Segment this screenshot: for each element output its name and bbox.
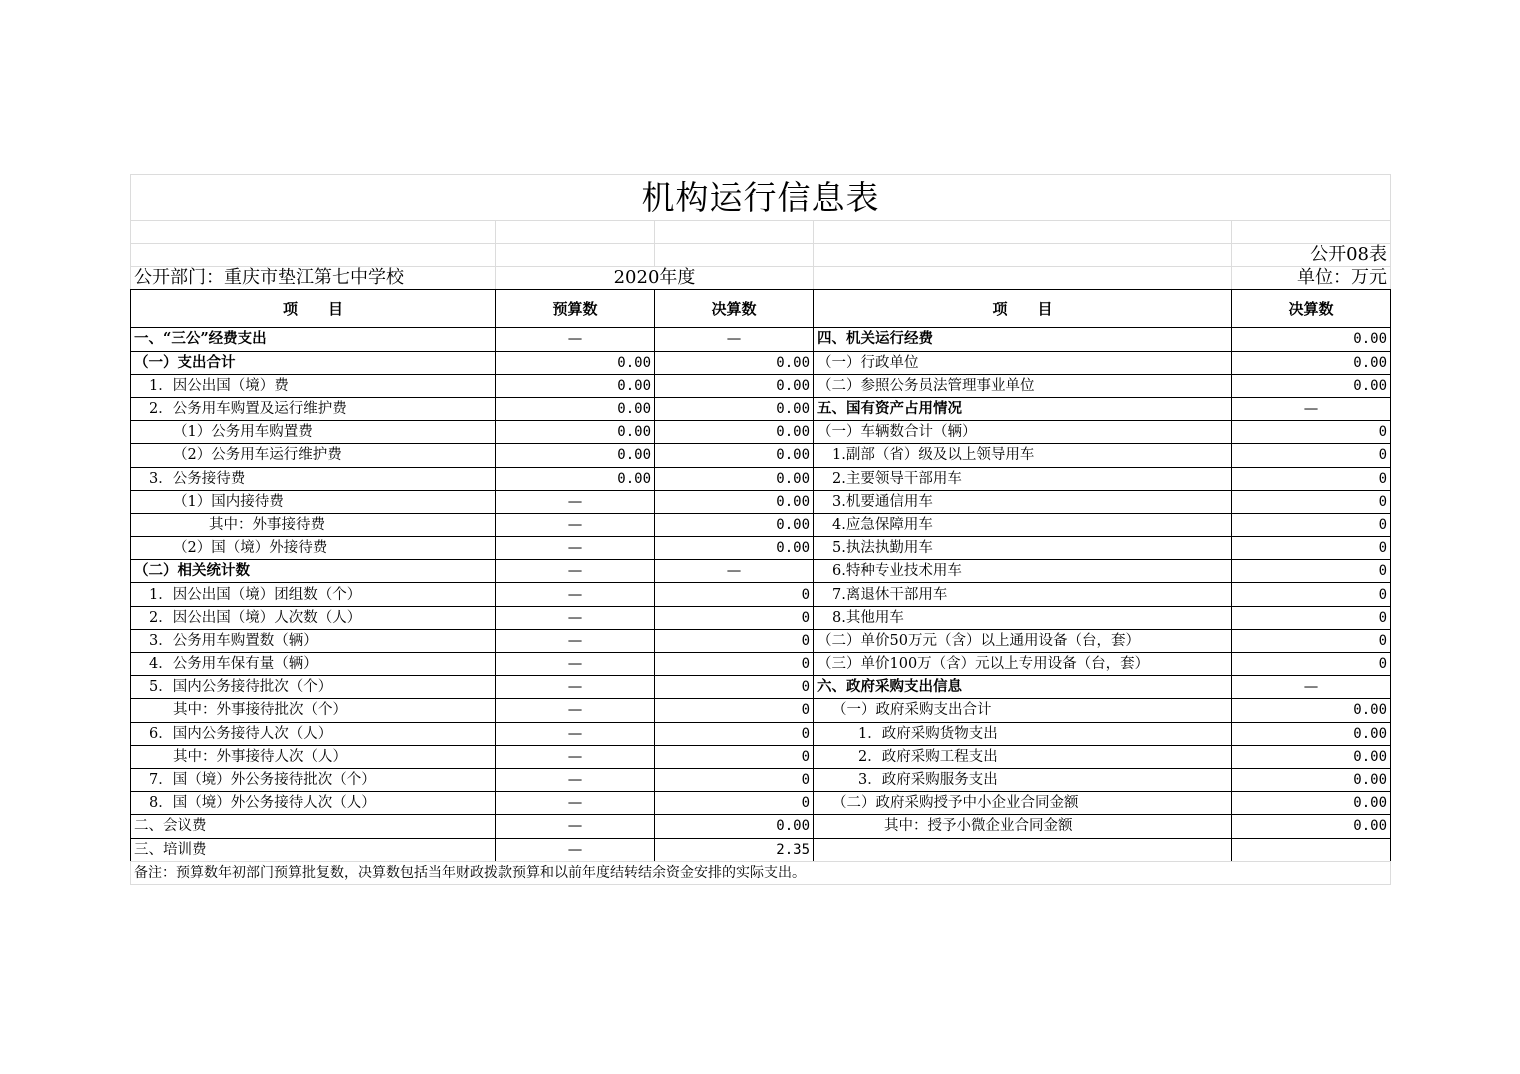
- final-value-right: 0.00: [1232, 745, 1391, 768]
- budget-value: —: [496, 699, 655, 722]
- left-item-label: 2．公务用车购置及运行维护费: [131, 397, 496, 420]
- right-item-label: 其中：授予小微企业合同金额: [814, 815, 1232, 838]
- budget-value: —: [496, 653, 655, 676]
- table-row: [131, 513, 1391, 536]
- budget-value: —: [496, 606, 655, 629]
- final-value-left: 0: [655, 745, 814, 768]
- right-item-label: （二）政府采购授予中小企业合同金额: [814, 792, 1232, 815]
- table-row: [131, 351, 1391, 374]
- right-item-label: 3．政府采购服务支出: [814, 768, 1232, 791]
- right-item-label: 1．政府采购货物支出: [814, 722, 1232, 745]
- final-value-left: 0: [655, 583, 814, 606]
- final-value-left: 0: [655, 768, 814, 791]
- final-value-right: [1232, 838, 1391, 861]
- fiscal-year: 2020年度: [496, 267, 814, 290]
- final-value-left: 0.00: [655, 467, 814, 490]
- budget-value: —: [496, 629, 655, 652]
- table-row: [131, 467, 1391, 490]
- table-row: [131, 838, 1391, 861]
- budget-value: —: [496, 560, 655, 583]
- right-item-label: 五、国有资产占用情况: [814, 397, 1232, 420]
- budget-value: —: [496, 676, 655, 699]
- unit-label: 单位：万元: [1232, 267, 1391, 290]
- table-row: [131, 421, 1391, 444]
- note-table: [130, 861, 1391, 885]
- budget-value: —: [496, 815, 655, 838]
- final-value-right: 0: [1232, 606, 1391, 629]
- budget-value: —: [496, 768, 655, 791]
- budget-value: 0.00: [496, 467, 655, 490]
- right-item-label: （一）车辆数合计（辆）: [814, 421, 1232, 444]
- left-item-label: 其中：外事接待人次（人）: [131, 745, 496, 768]
- left-item-label: （二）相关统计数: [131, 560, 496, 583]
- table-row: [131, 676, 1391, 699]
- final-value-right: 0.00: [1232, 768, 1391, 791]
- right-item-label: （三）单价100万（含）元以上专用设备（台，套）: [814, 653, 1232, 676]
- right-item-label: 2．政府采购工程支出: [814, 745, 1232, 768]
- table-row: [131, 815, 1391, 838]
- budget-value: 0.00: [496, 444, 655, 467]
- table-row: [131, 699, 1391, 722]
- table-row: [131, 792, 1391, 815]
- budget-value: —: [496, 838, 655, 861]
- left-item-label: 一、“三公”经费支出: [131, 328, 496, 351]
- right-item-label: 8.其他用车: [814, 606, 1232, 629]
- final-value-left: 0.00: [655, 490, 814, 513]
- table-row: [131, 490, 1391, 513]
- final-value-left: 0.00: [655, 351, 814, 374]
- note-text: 备注：预算数年初部门预算批复数，决算数包括当年财政拨款预算和以前年度结转结余资金安排的实际支出。: [131, 861, 1391, 884]
- final-value-right: —: [1232, 676, 1391, 699]
- header-item-right: 项 目: [814, 290, 1232, 328]
- budget-value: —: [496, 490, 655, 513]
- budget-value: —: [496, 583, 655, 606]
- right-item-label: 5.执法执勤用车: [814, 537, 1232, 560]
- left-item-label: 3．公务接待费: [131, 467, 496, 490]
- final-value-right: 0.00: [1232, 374, 1391, 397]
- final-value-left: 0.00: [655, 374, 814, 397]
- budget-value: —: [496, 745, 655, 768]
- left-item-label: 6．国内公务接待人次（人）: [131, 722, 496, 745]
- left-item-label: （2）公务用车运行维护费: [131, 444, 496, 467]
- final-value-right: 0: [1232, 537, 1391, 560]
- left-item-label: 其中：外事接待批次（个）: [131, 699, 496, 722]
- budget-value: —: [496, 792, 655, 815]
- left-item-label: （1）国内接待费: [131, 490, 496, 513]
- right-item-label: 7.离退休干部用车: [814, 583, 1232, 606]
- final-value-right: 0.00: [1232, 815, 1391, 838]
- left-item-label: （一）支出合计: [131, 351, 496, 374]
- table-row: [131, 722, 1391, 745]
- table-row: [131, 444, 1391, 467]
- final-value-left: 0.00: [655, 815, 814, 838]
- info-table: [130, 174, 1391, 290]
- form-number: 公开08表: [1232, 244, 1391, 267]
- table-row: [131, 560, 1391, 583]
- right-item-label: 1.副部（省）级及以上领导用车: [814, 444, 1232, 467]
- final-value-right: 0: [1232, 444, 1391, 467]
- final-value-right: 0: [1232, 513, 1391, 536]
- left-item-label: 1．因公出国（境）费: [131, 374, 496, 397]
- left-item-label: 4．公务用车保有量（辆）: [131, 653, 496, 676]
- right-item-label: 6.特种专业技术用车: [814, 560, 1232, 583]
- final-value-right: 0.00: [1232, 792, 1391, 815]
- final-value-left: —: [655, 560, 814, 583]
- final-value-right: 0: [1232, 421, 1391, 444]
- left-item-label: （2）国（境）外接待费: [131, 537, 496, 560]
- right-item-label: （二）参照公务员法管理事业单位: [814, 374, 1232, 397]
- budget-value: —: [496, 513, 655, 536]
- table-row: [131, 653, 1391, 676]
- left-item-label: 三、培训费: [131, 838, 496, 861]
- right-item-label: 2.主要领导干部用车: [814, 467, 1232, 490]
- table-row: [131, 537, 1391, 560]
- left-item-label: 3．公务用车购置数（辆）: [131, 629, 496, 652]
- final-value-left: —: [655, 328, 814, 351]
- final-value-left: 0: [655, 792, 814, 815]
- left-item-label: 其中：外事接待费: [131, 513, 496, 536]
- left-item-label: 二、会议费: [131, 815, 496, 838]
- final-value-right: 0: [1232, 467, 1391, 490]
- right-item-label: [814, 838, 1232, 861]
- table-row: [131, 397, 1391, 420]
- left-item-label: （1）公务用车购置费: [131, 421, 496, 444]
- table-row: [131, 374, 1391, 397]
- department-label: 公开部门：重庆市垫江第七中学校: [131, 267, 496, 290]
- info-sheet: [130, 174, 1390, 885]
- right-item-label: （二）单价50万元（含）以上通用设备（台，套）: [814, 629, 1232, 652]
- right-item-label: 4.应急保障用车: [814, 513, 1232, 536]
- left-item-label: 8．国（境）外公务接待人次（人）: [131, 792, 496, 815]
- left-item-label: 2．因公出国（境）人次数（人）: [131, 606, 496, 629]
- final-value-left: 0.00: [655, 421, 814, 444]
- table-row: [131, 328, 1391, 351]
- budget-value: 0.00: [496, 351, 655, 374]
- right-item-label: （一）政府采购支出合计: [814, 699, 1232, 722]
- budget-value: —: [496, 722, 655, 745]
- final-value-right: —: [1232, 397, 1391, 420]
- header-item-left: 项 目: [131, 290, 496, 328]
- final-value-right: 0: [1232, 490, 1391, 513]
- header-final-right: 决算数: [1232, 290, 1391, 328]
- final-value-right: 0.00: [1232, 351, 1391, 374]
- final-value-left: 0: [655, 699, 814, 722]
- final-value-left: 0: [655, 722, 814, 745]
- header-budget: 预算数: [496, 290, 655, 328]
- final-value-right: 0: [1232, 653, 1391, 676]
- right-item-label: （一）行政单位: [814, 351, 1232, 374]
- final-value-right: 0: [1232, 583, 1391, 606]
- right-item-label: 3.机要通信用车: [814, 490, 1232, 513]
- table-row: [131, 629, 1391, 652]
- left-item-label: 7．国（境）外公务接待批次（个）: [131, 768, 496, 791]
- budget-value: 0.00: [496, 397, 655, 420]
- right-item-label: 六、政府采购支出信息: [814, 676, 1232, 699]
- budget-value: 0.00: [496, 421, 655, 444]
- final-value-left: 0: [655, 629, 814, 652]
- table-row: [131, 606, 1391, 629]
- left-item-label: 5．国内公务接待批次（个）: [131, 676, 496, 699]
- page-title: 机构运行信息表: [131, 175, 1391, 221]
- final-value-right: 0.00: [1232, 722, 1391, 745]
- final-value-left: 0: [655, 606, 814, 629]
- final-value-left: 0.00: [655, 444, 814, 467]
- final-value-left: 0.00: [655, 397, 814, 420]
- budget-value: —: [496, 537, 655, 560]
- final-value-left: 0: [655, 653, 814, 676]
- table-row: [131, 583, 1391, 606]
- final-value-right: 0.00: [1232, 328, 1391, 351]
- final-value-left: 2.35: [655, 838, 814, 861]
- final-value-right: 0: [1232, 629, 1391, 652]
- budget-value: —: [496, 328, 655, 351]
- table-row: [131, 745, 1391, 768]
- table-row: [131, 768, 1391, 791]
- data-grid: [130, 289, 1391, 861]
- final-value-right: 0: [1232, 560, 1391, 583]
- final-value-left: 0: [655, 676, 814, 699]
- header-final-left: 决算数: [655, 290, 814, 328]
- budget-value: 0.00: [496, 374, 655, 397]
- final-value-right: 0.00: [1232, 699, 1391, 722]
- right-item-label: 四、机关运行经费: [814, 328, 1232, 351]
- left-item-label: 1．因公出国（境）团组数（个）: [131, 583, 496, 606]
- final-value-left: 0.00: [655, 537, 814, 560]
- final-value-left: 0.00: [655, 513, 814, 536]
